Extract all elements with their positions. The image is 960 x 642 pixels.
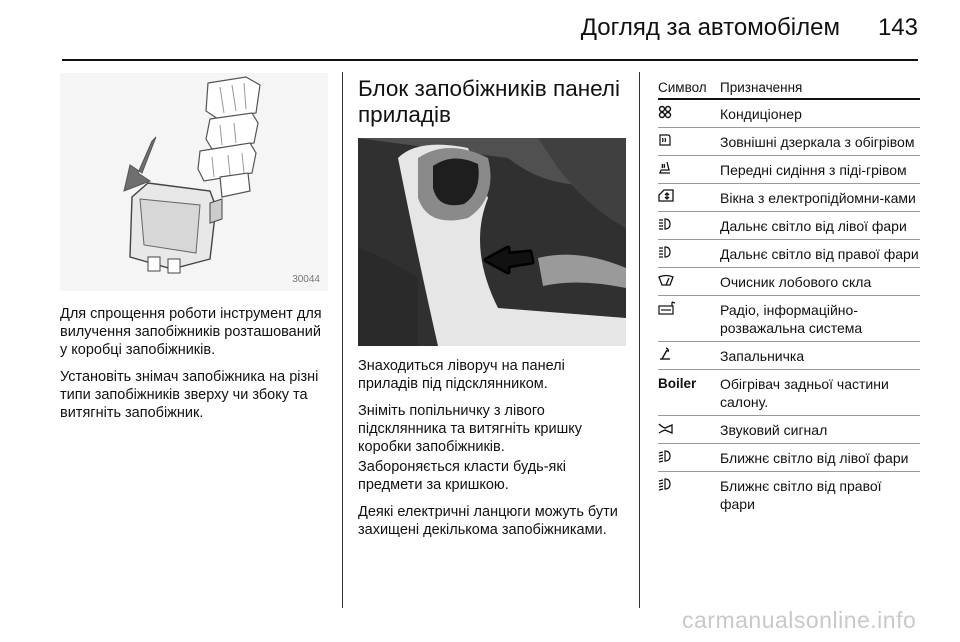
row-description: Кондиціонер <box>720 106 802 122</box>
horn-icon <box>658 421 720 439</box>
table-row <box>658 156 920 184</box>
row-description: Передні сидіння з піді-грівом <box>720 162 907 178</box>
cigarette-lighter-icon <box>658 347 720 365</box>
fuse-puller-illustration <box>60 73 328 291</box>
left-paragraph: Для спрощення роботи інструмент для вилучення запобіжників розташований у коробці запобіжників. <box>60 306 322 358</box>
symbol-column-header: Символ <box>658 80 707 95</box>
low-beam-right-icon <box>658 477 720 513</box>
table-row <box>658 472 920 517</box>
row-description: Ближнє світло від правої фари <box>720 478 882 512</box>
table-row <box>658 342 920 370</box>
middle-paragraph: Зніміть попільничку з лівого підсклянника та витягніть кришку коробки запобіжників. <box>358 403 582 455</box>
page-title: Догляд за автомобілем <box>580 14 840 41</box>
row-description: Запальничка <box>720 348 805 364</box>
middle-paragraph: Деякі електричні ланцюги можуть бути захищені декількома запобіжниками. <box>358 504 618 538</box>
section-title: Блок запобіжників панелі приладів <box>358 76 621 127</box>
row-description: Вікна з електропідйомни-ками <box>720 190 916 206</box>
table-row <box>658 212 920 240</box>
left-column-text <box>60 305 328 431</box>
row-description: Обігрівач задньої частини салону. <box>720 376 889 410</box>
table-row <box>658 296 920 342</box>
instrument-panel-photo <box>358 138 626 346</box>
watermark: carmanualsonline.info <box>682 607 917 633</box>
table-row <box>658 128 920 156</box>
low-beam-left-icon <box>658 449 720 467</box>
table-row <box>658 240 920 268</box>
row-description: Зовнішні дзеркала з обігрівом <box>720 134 915 150</box>
row-description: Ближнє світло від лівої фари <box>720 450 909 466</box>
high-beam-right-icon <box>658 245 720 263</box>
column-divider-1 <box>342 72 343 608</box>
radio-icon <box>658 301 720 337</box>
middle-paragraph: Знаходиться ліворуч на панелі приладів під підсклянником. <box>358 358 565 392</box>
table-row <box>658 100 920 128</box>
table-row <box>658 416 920 444</box>
row-description: Радіо, інформаційно-розважальна система <box>720 302 863 336</box>
figure-label: 30044 <box>292 274 320 285</box>
row-description: Очисник лобового скла <box>720 274 872 290</box>
middle-column-text <box>358 357 626 548</box>
row-description: Дальнє світло від правої фари <box>720 246 919 262</box>
power-windows-icon <box>658 189 720 207</box>
table-row <box>658 268 920 296</box>
header-rule <box>62 59 918 61</box>
wiper-icon <box>658 273 720 291</box>
column-divider-2 <box>639 72 640 608</box>
fuse-puller-figure <box>60 73 328 291</box>
boiler-symbol: Boiler <box>658 376 697 391</box>
high-beam-left-icon <box>658 217 720 235</box>
table-header <box>658 80 920 100</box>
middle-paragraph: Забороняється класти будь-які предмети за кришкою. <box>358 459 566 493</box>
page-number: 143 <box>877 14 918 41</box>
purpose-column-header: Призначення <box>720 80 803 95</box>
row-description: Дальнє світло від лівої фари <box>720 218 907 234</box>
page-header <box>0 0 960 60</box>
instrument-panel-illustration <box>358 138 626 346</box>
table-row <box>658 370 920 416</box>
row-description: Звуковий сигнал <box>720 422 828 438</box>
table-row <box>658 184 920 212</box>
ac-icon <box>658 105 720 123</box>
heated-mirrors-icon <box>658 133 720 151</box>
fuse-symbol-table <box>658 80 920 517</box>
heated-seats-icon <box>658 161 720 179</box>
table-row <box>658 444 920 472</box>
left-paragraph: Установіть знімач запобіжника на різні типи запобіжників зверху чи збоку та витягніть запобіжник. <box>60 369 319 421</box>
